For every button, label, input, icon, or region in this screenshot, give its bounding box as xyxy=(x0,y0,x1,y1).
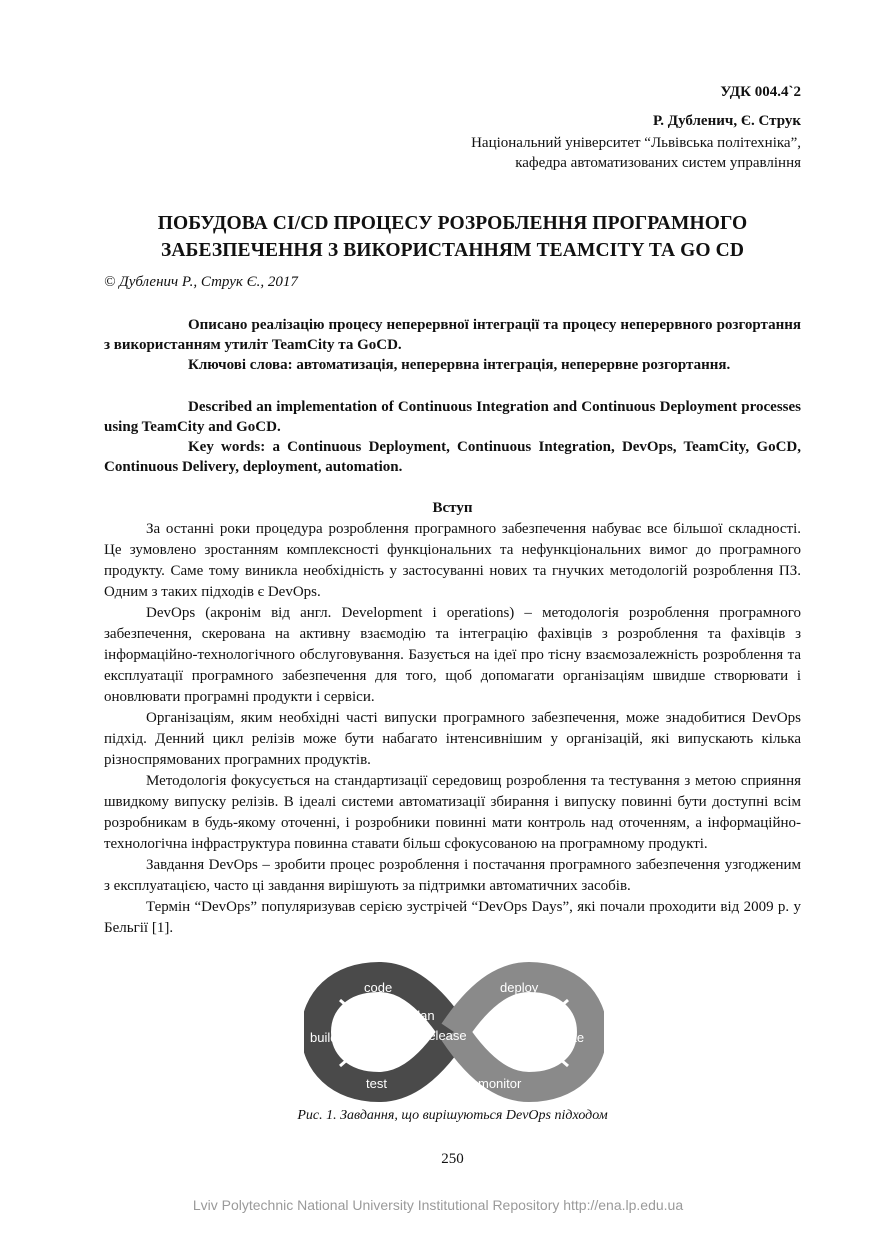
title-line-1: ПОБУДОВА CI/CD ПРОЦЕСУ РОЗРОБЛЕННЯ ПРОГРАМНОГО xyxy=(157,213,748,234)
page-number: 250 xyxy=(441,1151,464,1167)
paragraph: Методологія фокусується на стандартизації середовищ розроблення та тестування з метою сприяння швидкому випуску релізів. В ідеалі системи автоматизації збирання і випуску повинні бути доступні всім розробникам в будь-якому оточенні, і розробники повинні мати контроль над оточенням, а інформаційно-технологічна інфраструктура повинна ставати більш сфокусованою на програмному продукті. xyxy=(104,773,801,852)
label-monitor: monitor xyxy=(478,1076,522,1091)
body-text xyxy=(104,519,801,939)
keywords-en: Key words: a Continuous Deployment, Continuous Integration, DevOps, TeamCity, GoCD, Continuous Delivery, deployment, automation. xyxy=(104,439,801,475)
paragraph: Завдання DevOps – зробити процес розроблення і постачання програмного забезпечення узгодженим з експлуатацією, часто ці завдання вирішують за підтримки автоматичних засобів. xyxy=(104,857,801,894)
abstract-ua-text: Описано реалізацію процесу неперервної інтеграції та процесу неперервного розгортання з використанням утиліт TeamCity та GoCD. xyxy=(104,317,801,353)
title-line-2: ЗАБЕЗПЕЧЕННЯ З ВИКОРИСТАННЯМ TEAMCITY ТА GO CD xyxy=(160,240,745,261)
devops-infinity-figure xyxy=(304,962,604,1102)
keywords-ua: Ключові слова: автоматизація, неперервна інтеграція, неперервне розгортання. xyxy=(188,357,731,373)
authors: Р. Дубленич, Є. Струк xyxy=(652,113,801,129)
affiliation xyxy=(471,133,801,173)
abstract-ukrainian xyxy=(104,315,801,375)
label-deploy: deploy xyxy=(500,980,539,995)
label-code: code xyxy=(364,980,393,995)
paragraph: Організаціям, яким необхідні часті випуски програмного забезпечення, може знадобитися DevOps підхід. Денний цикл релізів може бути набагато інтенсивнішим у організацій, які випускають кілька різноспрямованих програмних продуктів. xyxy=(104,710,801,768)
paper-title xyxy=(104,210,801,264)
paragraph: DevOps (акронім від англ. Development і operations) – методологія розроблення програмного забезпечення, скерована на активну взаємодію та інтеграцію фахівців з розроблення та фахівців з інформаційно-технологічного обслуговування. Базується на ідеї про тісну взаємозалежність розроблення та експлуатації програмного забезпечення для того, щоб допомагати організаціям швидше створювати і оновлювати програмні продукти і сервіси. xyxy=(104,605,801,705)
label-plan: plan xyxy=(410,1008,435,1023)
label-test: test xyxy=(366,1076,387,1091)
abstract-en-text: Described an implementation of Continuous Integration and Continuous Deployment processes using TeamCity and GoCD. xyxy=(104,399,801,435)
label-build: build xyxy=(310,1030,338,1045)
affiliation-line-1: Національний університет “Львівська політехніка”, xyxy=(471,135,801,151)
abstract-english xyxy=(104,397,801,477)
affiliation-line-2: кафедра автоматизованих систем управління xyxy=(515,155,801,171)
label-release: release xyxy=(424,1028,467,1043)
udk-code: УДК 004.4`2 xyxy=(720,84,801,100)
paragraph: Термін “DevOps” популяризував серією зустрічей “DevOps Days”, які почали проходити від 2009 р. у Бельгії [1]. xyxy=(104,899,801,936)
copyright: © Дубленич Р., Струк Є., 2017 xyxy=(104,274,298,290)
repository-footer: Lviv Polytechnic National University Institutional Repository http://ena.lp.edu.ua xyxy=(192,1197,684,1213)
section-heading: Вступ xyxy=(432,500,473,516)
figure-caption: Рис. 1. Завдання, що вирішуються DevOps підходом xyxy=(297,1108,608,1123)
label-operate: operate xyxy=(540,1030,585,1045)
paragraph: За останні роки процедура розроблення програмного забезпечення набуває все більшої складності. Це зумовлено зростанням комплексності функціональних та нефункціональних вимог до програмного продукту. Саме тому виникла необхідність у застосуванні нових та гнучких методологій розроблення ПЗ. Одним з таких підходів є DevOps. xyxy=(104,521,801,600)
